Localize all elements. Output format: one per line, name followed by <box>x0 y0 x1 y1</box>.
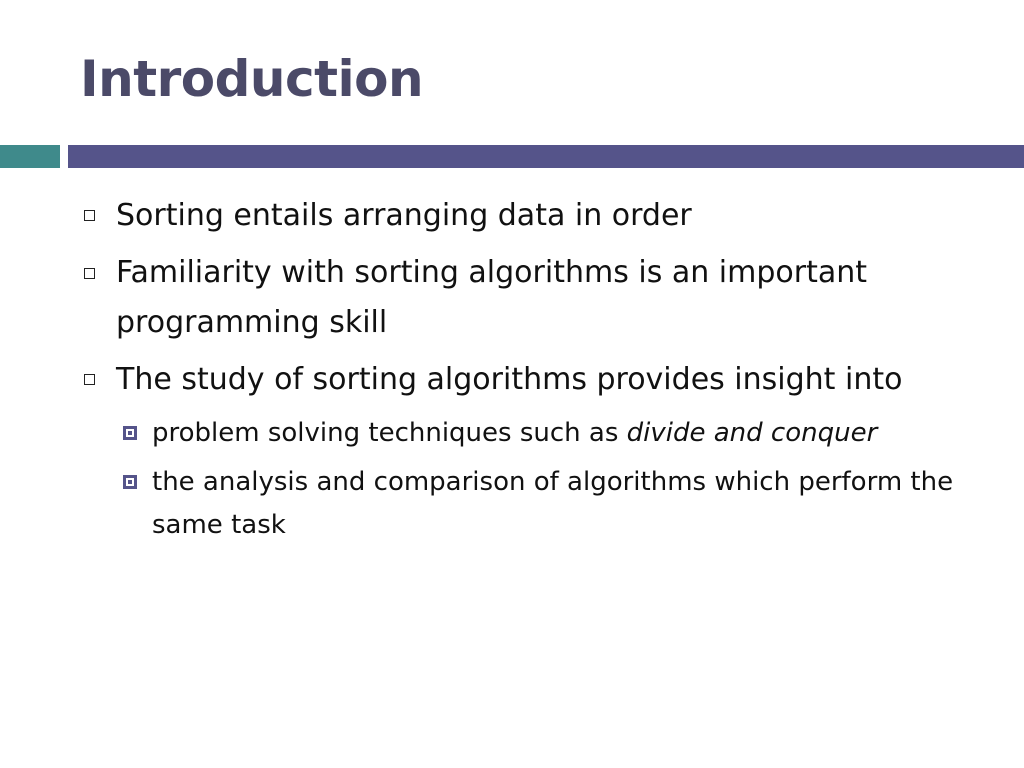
bullet-text: The study of sorting algorithms provides insight into <box>116 362 903 397</box>
slide-body <box>84 190 984 553</box>
sub-bullet-item <box>120 461 984 547</box>
hollow-square-icon <box>84 268 95 279</box>
sub-bullet-text: problem solving techniques such as <box>152 418 627 448</box>
bullet-text: Familiarity with sorting algorithms is an important programming skill <box>116 255 868 340</box>
bullet-item <box>84 248 984 348</box>
hollow-square-icon <box>84 210 95 221</box>
title-underline-accent <box>0 145 60 168</box>
sub-bullet-item <box>120 412 984 455</box>
bullet-item <box>84 190 984 242</box>
slide-title: Introduction <box>80 50 424 108</box>
title-underline-bar <box>68 145 1024 168</box>
sub-bullet-emphasis: divide and conquer <box>626 418 878 448</box>
bullet-item <box>84 354 984 406</box>
framed-square-icon <box>123 426 137 440</box>
sub-bullet-text: the analysis and comparison of algorithms which perform the same task <box>152 467 954 540</box>
hollow-square-icon <box>84 374 95 385</box>
bullet-text: Sorting entails arranging data in order <box>116 198 692 233</box>
framed-square-icon <box>123 475 137 489</box>
